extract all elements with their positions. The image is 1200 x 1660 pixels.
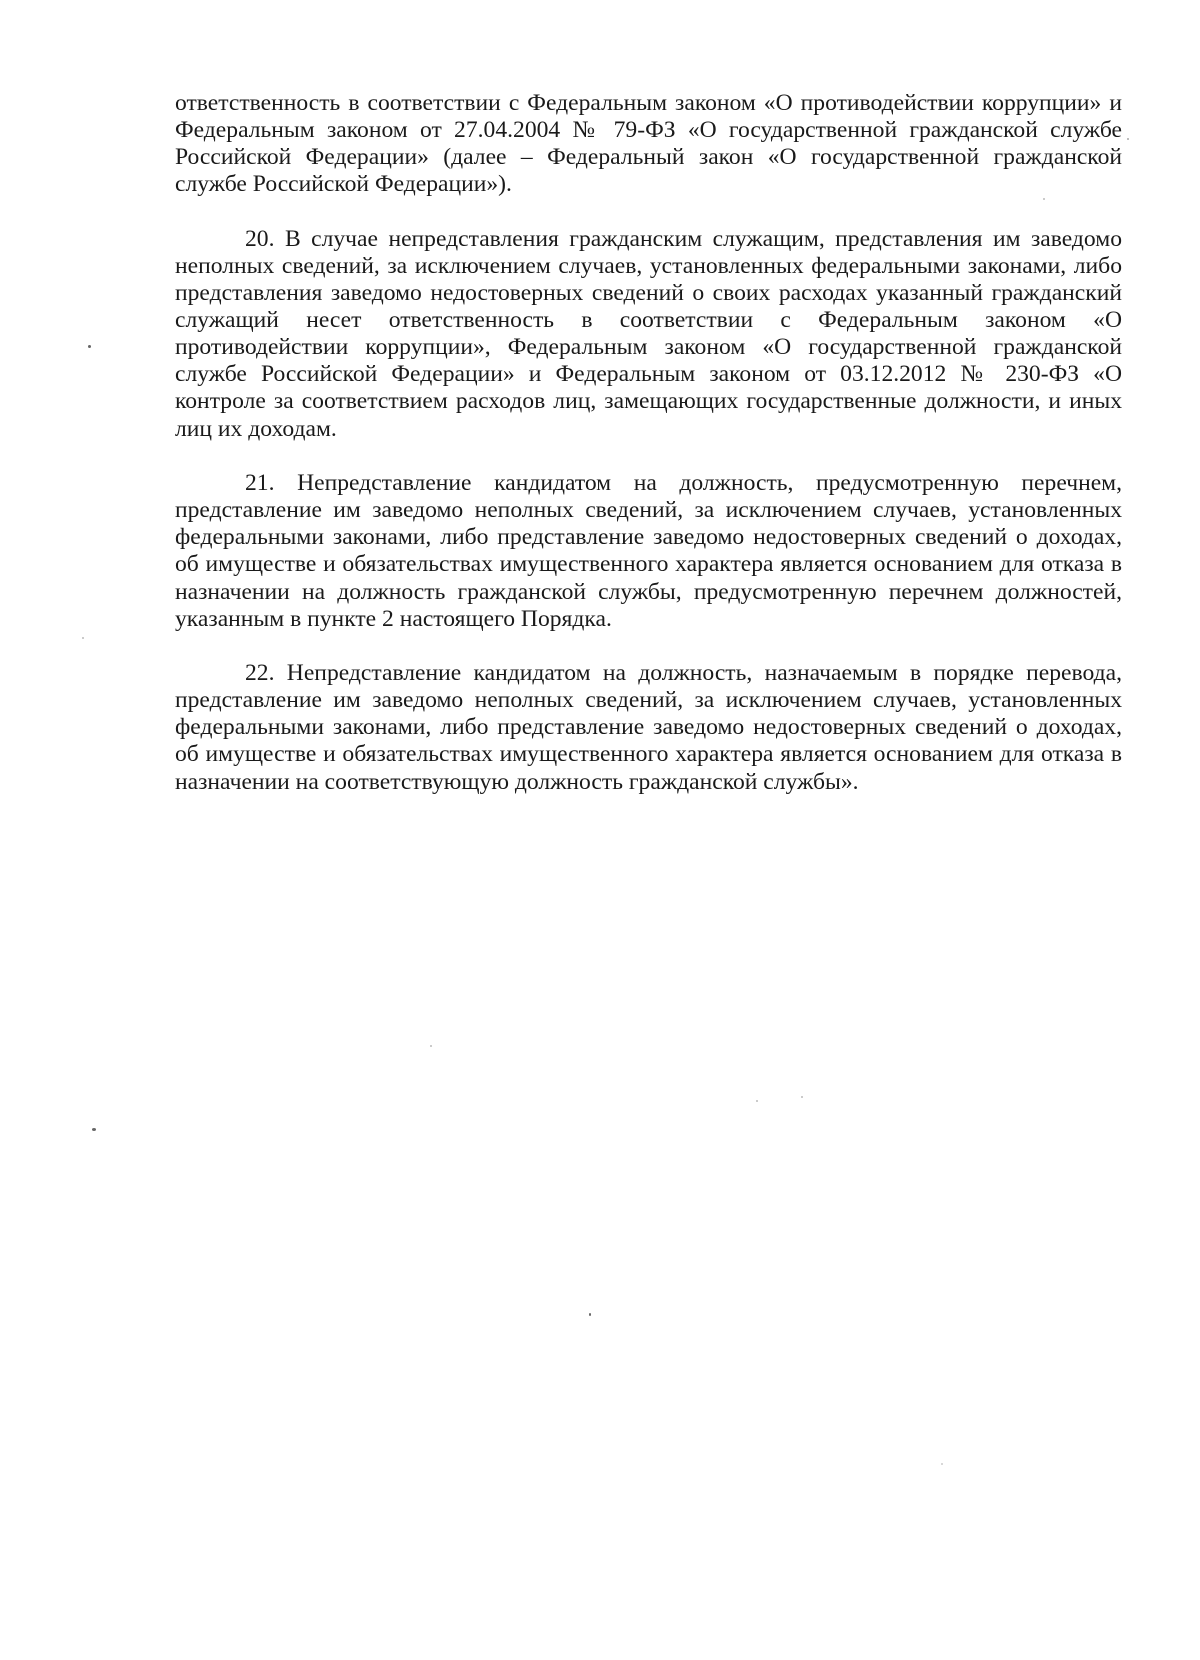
scan-speck bbox=[756, 1100, 758, 1102]
scan-speck bbox=[92, 1128, 96, 1131]
paragraph-20: 20. В случае непредставления гражданским служащим, представления им заведомо неполных сведений, за исключением случаев, установленных федеральными законами, либо представления заведомо недостоверных сведений о своих расходах указанный гражданский служащий несет ответственность в соответствии с Федеральным законом «О противодействии коррупции», Федеральным законом «О государственной гражданской службе Российской Федерации» и Федеральным законом от 03.12.2012 № 230-ФЗ «О контроле за соответствием расходов лиц, замещающих государственные должности, и иных лиц их доходам. bbox=[175, 225, 1122, 442]
paragraph-continuation: ответственность в соответствии с Федеральным законом «О противодействии коррупции» и Федеральным законом от 27.04.2004 № 79-ФЗ «О государственной гражданской службе Российской Федерации» (далее – Федеральный закон «О государственной гражданской службе Российской Федерации»). bbox=[175, 90, 1122, 198]
scan-speck bbox=[88, 345, 91, 348]
scan-speck bbox=[82, 637, 84, 639]
paragraph-21: 21. Непредставление кандидатом на должность, предусмотренную перечнем, представление им заведомо неполных сведений, за исключением случаев, установленных федеральными законами, либо представление заведомо недостоверных сведений о доходах, об имуществе и обязательствах имущественного характера является основанием для отказа в назначении на должность гражданской службы, предусмотренную перечнем должностей, указанным в пункте 2 настоящего Порядка. bbox=[175, 470, 1122, 632]
scan-speck bbox=[801, 1096, 803, 1098]
scan-speck bbox=[589, 1313, 591, 1316]
paragraph-22: 22. Непредставление кандидатом на должность, назначаемым в порядке перевода, представление им заведомо неполных сведений, за исключением случаев, установленных федеральными законами, либо представление заведомо недостоверных сведений о доходах, об имуществе и обязательствах имущественного характера является основанием для отказа в назначении на соответствующую должность гражданской службы». bbox=[175, 660, 1122, 795]
scan-speck bbox=[1127, 138, 1129, 140]
scan-speck bbox=[430, 1045, 432, 1047]
scan-speck bbox=[1043, 198, 1045, 200]
document-text bbox=[175, 90, 1122, 796]
scan-speck bbox=[941, 1463, 943, 1465]
